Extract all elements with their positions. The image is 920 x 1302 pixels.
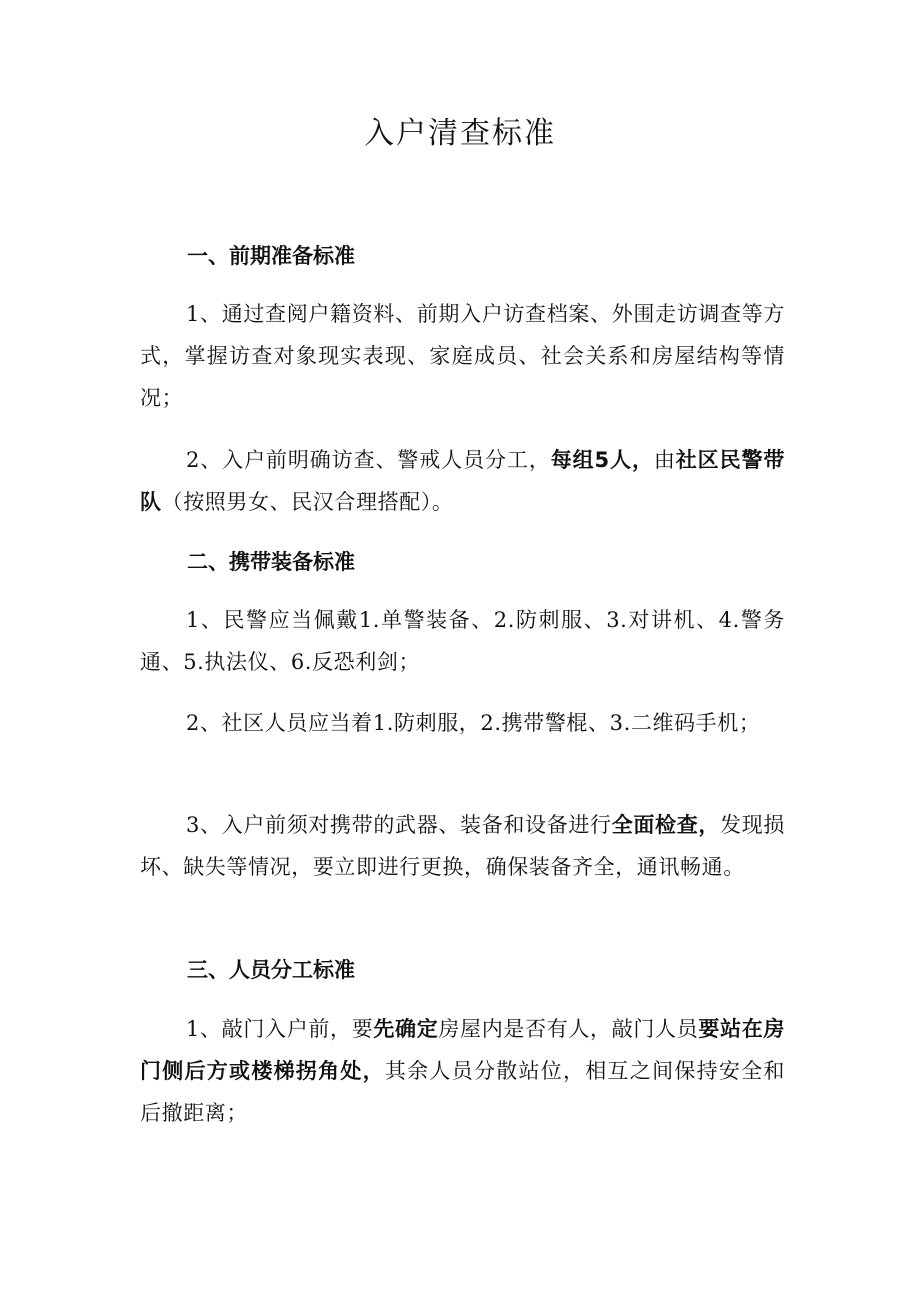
document-title: 入户清查标准 (364, 116, 556, 151)
bold-text-group-size: 每组5人， (550, 448, 654, 472)
paragraph-text: （按照男女、民汉合理搭配）。 (161, 490, 454, 514)
section-heading-equipment: 二、携带装备标准 (187, 550, 355, 574)
paragraph-text: 3、入户前须对携带的武器、装备和设备进行 (186, 813, 612, 837)
paragraph-equipment-3 (140, 804, 785, 888)
section-heading-division: 三、人员分工标准 (187, 958, 355, 982)
paragraph-text: 其余人员分散站位，相互之间保持安全和后撤距离； (140, 1059, 785, 1125)
bold-text-lead: 社区民警带队 (140, 448, 785, 514)
paragraph-division-1 (140, 1008, 785, 1134)
paragraph-preparation-2 (140, 439, 785, 523)
paragraph-text: 由 (653, 448, 676, 472)
paragraph-equipment-2 (140, 702, 785, 744)
paragraph-text: 1、通过查阅户籍资料、前期入户访查档案、外围走访调查等方式，掌握访查对象现实表现、家庭成员、社会关系和房屋结构等情况； (140, 302, 785, 410)
paragraph-text: 1、敲门入户前，要 (186, 1017, 374, 1041)
paragraph-equipment-1 (140, 599, 785, 683)
section-heading-preparation: 一、前期准备标准 (187, 244, 355, 268)
paragraph-text: 1、民警应当佩戴1.单警装备、2.防刺服、3.对讲机、4.警务通、5.执法仪、6.反恐利剑； (140, 608, 785, 674)
bold-text-confirm: 先确定 (373, 1017, 439, 1041)
bold-text-position: 要站在房门侧后方或楼梯拐角处， (140, 1017, 786, 1083)
paragraph-text: 2、社区人员应当着1.防刺服，2.携带警棍、3.二维码手机； (186, 711, 761, 735)
paragraph-preparation-1 (140, 293, 785, 419)
bold-text-inspection: 全面检查， (611, 813, 721, 837)
paragraph-text: 2、入户前明确访查、警戒人员分工， (186, 448, 551, 472)
paragraph-text: 房屋内是否有人，敲门人员 (438, 1017, 699, 1041)
paragraph-text: 发现损坏、缺失等情况，要立即进行更换，确保装备齐全，通讯畅通。 (140, 813, 785, 879)
